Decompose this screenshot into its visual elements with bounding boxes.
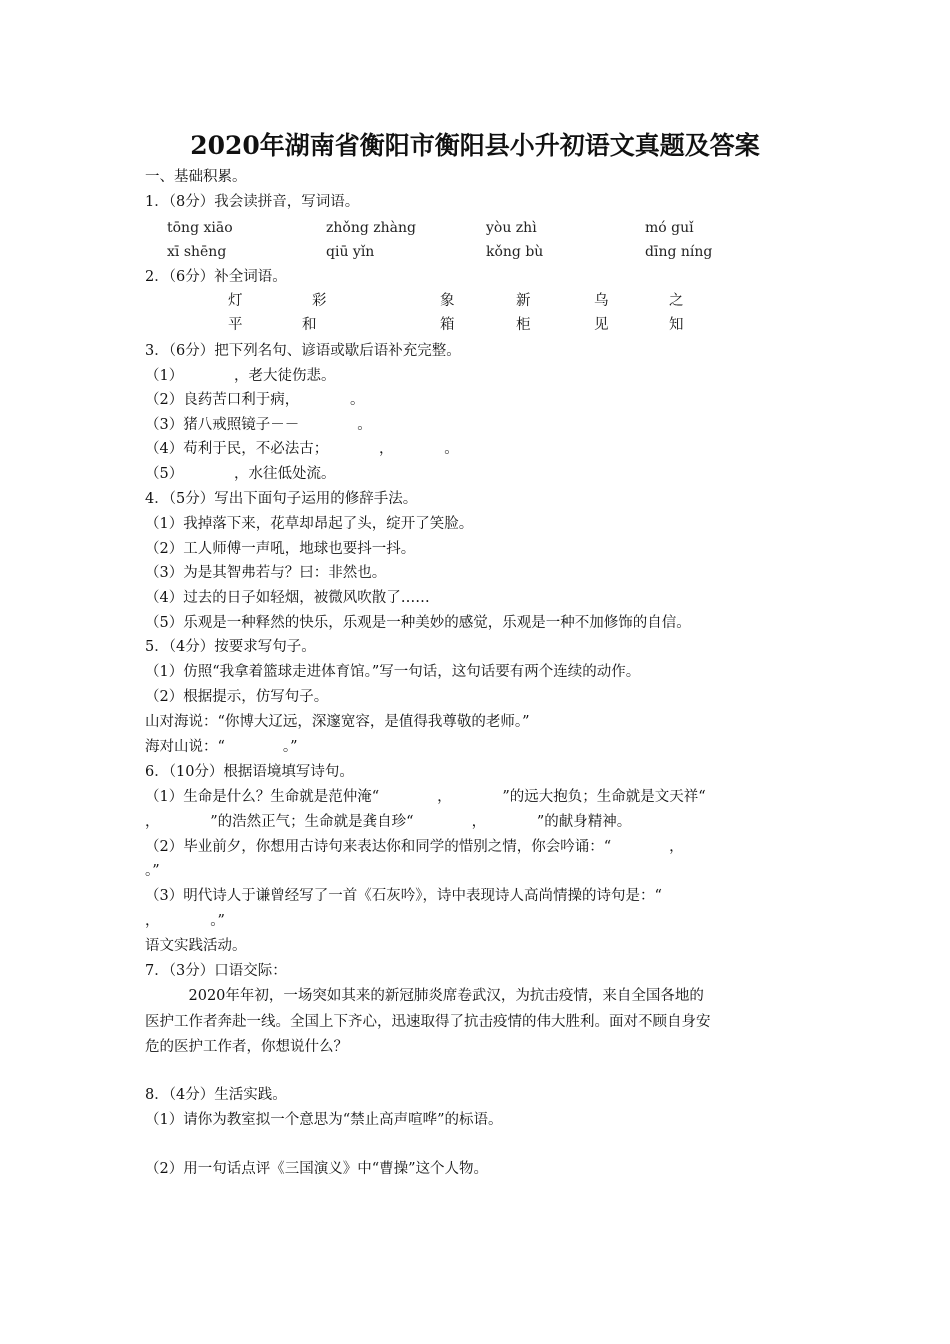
idiom-char: 柜 <box>516 317 531 333</box>
q3-item: （3）猪八戒照镜子－－ 。 <box>145 417 372 433</box>
q2-stem: 2．（6分）补全词语。 <box>145 269 287 285</box>
q7-stem: 7．（3分）口语交际： <box>145 963 287 979</box>
q6-line: ， ”的浩然正气；生命就是龚自珍“ ， ”的献身精神。 <box>145 814 632 830</box>
q4-item: （4）过去的日子如轻烟，被微风吹散了…… <box>145 590 430 606</box>
q3-item: （1） ，老大徒伤悲。 <box>145 368 336 384</box>
pinyin: tōng xiāo <box>167 220 233 236</box>
q4-item: （5）乐观是一种释然的快乐，乐观是一种美妙的感觉，乐观是一种不加修饰的自信。 <box>145 615 691 631</box>
idiom-char: 见 <box>594 317 609 333</box>
q5-item: （1）仿照“我拿着篮球走进体育馆。”写一句话，这句话要有两个连续的动作。 <box>145 664 641 680</box>
idiom-char: 知 <box>669 317 684 333</box>
q5-stem: 5．（4分）按要求写句子。 <box>145 639 316 655</box>
idiom-char: 和 <box>302 317 317 333</box>
pinyin: dīng níng <box>645 244 713 260</box>
q4-item: （1）我掉落下来，花草却昂起了头，绽开了笑脸。 <box>145 516 474 532</box>
q7-paragraph-line: 医护工作者奔赴一线。全国上下齐心，迅速取得了抗击疫情的伟大胜利。面对不顾自身安 <box>145 1014 711 1030</box>
q3-item: （4）苟利于民，不必法古； ， 。 <box>145 441 459 457</box>
pinyin: zhǒng zhàng <box>326 220 416 236</box>
q6-line: 。” <box>145 863 160 879</box>
idiom-char: 箱 <box>440 317 455 333</box>
q5-item: 海对山说：“ 。” <box>145 739 298 755</box>
q5-item: 山对海说：“你博大辽远，深邃宽容，是值得我尊敬的老师。” <box>145 714 530 730</box>
q3-item: （2）良药苦口利于病， 。 <box>145 392 365 408</box>
document-title: 2020年湖南省衡阳市衡阳县小升初语文真题及答案 <box>190 131 760 160</box>
q8-stem: 8．（4分）生活实践。 <box>145 1087 287 1103</box>
idiom-char: 之 <box>669 293 684 309</box>
section-heading-practice: 语文实践活动。 <box>145 938 247 954</box>
q4-stem: 4．（5分）写出下面句子运用的修辞手法。 <box>145 491 418 507</box>
idiom-char: 平 <box>228 317 243 333</box>
pinyin: kǒng bù <box>486 244 544 260</box>
section-heading-basics: 一、基础积累。 <box>145 169 247 185</box>
idiom-char: 象 <box>440 293 455 309</box>
pinyin: yòu zhì <box>486 220 537 236</box>
q8-item: （2）用一句话点评《三国演义》中“曹操”这个人物。 <box>145 1161 489 1177</box>
idiom-char: 新 <box>516 293 531 309</box>
q3-item: （5） ，水往低处流。 <box>145 466 336 482</box>
pinyin: xī shēng <box>167 244 227 260</box>
idiom-char: 乌 <box>594 293 609 309</box>
q3-stem: 3．（6分）把下列名句、谚语或歇后语补充完整。 <box>145 343 461 359</box>
q8-item: （1）请你为教室拟一个意思为“禁止高声喧哗”的标语。 <box>145 1112 503 1128</box>
q1-stem: 1．（8分）我会读拼音，写词语。 <box>145 194 360 210</box>
q6-line: （3）明代诗人于谦曾经写了一首《石灰吟》，诗中表现诗人高尚情操的诗句是：“ <box>145 888 662 904</box>
q6-line: （2）毕业前夕，你想用古诗句来表达你和同学的惜别之情，你会吟诵：“ ， <box>145 839 684 855</box>
q5-item: （2）根据提示，仿写句子。 <box>145 689 329 705</box>
q7-paragraph-line: 2020年年初，一场突如其来的新冠肺炎席卷武汉，为抗击疫情，来自全国各地的 <box>145 988 704 1004</box>
q6-stem: 6．（10分）根据语境填写诗句。 <box>145 764 354 780</box>
idiom-char: 彩 <box>312 293 327 309</box>
q4-item: （3）为是其智弗若与？曰：非然也。 <box>145 565 387 581</box>
q4-item: （2）工人师傅一声吼，地球也要抖一抖。 <box>145 541 416 557</box>
pinyin: qiū yǐn <box>326 244 375 260</box>
pinyin: mó guǐ <box>645 220 694 236</box>
q7-paragraph-line: 危的医护工作者，你想说什么？ <box>145 1039 348 1055</box>
q6-line: （1）生命是什么？生命就是范仲淹“ ， ”的远大抱负；生命就是文天祥“ <box>145 789 706 805</box>
idiom-char: 灯 <box>228 293 243 309</box>
q6-line: ， 。” <box>145 913 225 929</box>
